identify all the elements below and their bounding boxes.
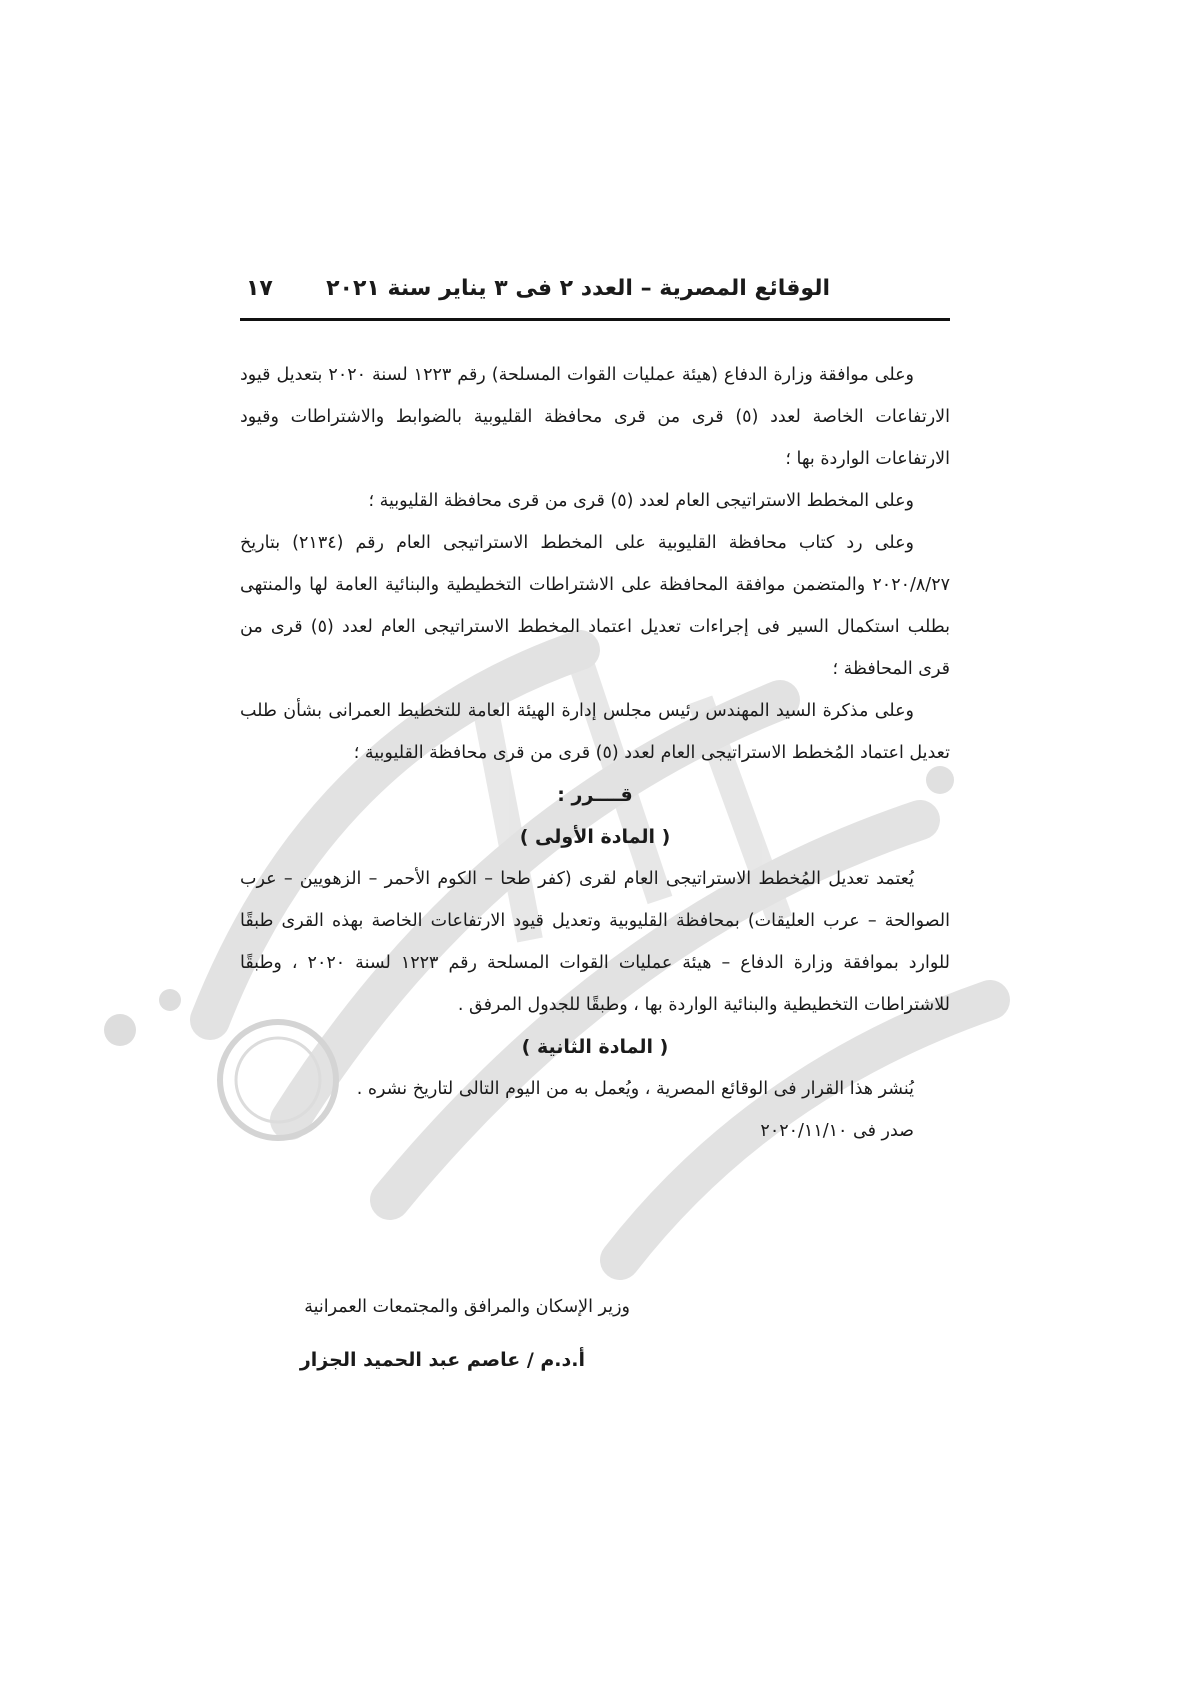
decree-body [240, 354, 950, 1152]
article-2-heading: ( المادة الثانية ) [521, 1036, 669, 1058]
gazette-issue-title: الوقائع المصرية – العدد ٢ فى ٣ يناير سنة ٢٠٢١ [326, 276, 830, 301]
issue-date: صدر فى ٢٠٢٠/١١/١٠ [760, 1121, 914, 1141]
article-1-text: يُعتمد تعديل المُخطط الاستراتيجى العام لقرى (كفر طحا – الكوم الأحمر – الزهويين – عرب الصوالحة – عرب العليقات) بمحافظة القليوبية وتعديل قيود الارتفاعات الخاصة بهذه القرى طبقًا للوارد بموافقة وزارة الدفاع – هيئة عمليات القوات المسلحة رقم ١٢٢٣ لسنة ٢٠٢٠ ، وطبقًا للاشتراطات التخطيطية والبنائية الواردة بها ، وطبقًا للجدول المرفق . [240, 869, 951, 1015]
page-number: ١٧ [246, 276, 273, 301]
article-1-heading: ( المادة الأولى ) [519, 826, 671, 848]
minister-name: أ.د.م / عاصم عبد الحميد الجزار [299, 1349, 585, 1371]
decision-heading: قــــرر : [557, 784, 633, 806]
paragraph-strategic-plan: وعلى المخطط الاستراتيجى العام لعدد (٥) قرى من قرى محافظة القليوبية ؛ [368, 491, 914, 511]
paragraph-governorate-letter: وعلى رد كتاب محافظة القليوبية على المخطط الاستراتيجى العام رقم (٢١٣٤) بتاريخ ٢٠٢٠/٨/٢٧ والمتضمن موافقة المحافظة على الاشتراطات التخطيطية والبنائية العامة لها والمنتهى بطلب استكمال السير فى إجراءات تعديل اعتماد المخطط الاستراتيجى العام لعدد (٥) قرى من قرى المحافظة ؛ [240, 533, 951, 679]
article-2-text: يُنشر هذا القرار فى الوقائع المصرية ، ويُعمل به من اليوم التالى لتاريخ نشره . [356, 1079, 914, 1099]
page-header [240, 274, 950, 321]
paragraph-engineer-memo: وعلى مذكرة السيد المهندس رئيس مجلس إدارة الهيئة العامة للتخطيط العمرانى بشأن طلب تعديل اعتماد المُخطط الاستراتيجى العام لعدد (٥) قرى من قرى محافظة القليوبية ؛ [240, 701, 950, 763]
minister-title: وزير الإسكان والمرافق والمجتمعات العمرانية [304, 1297, 630, 1317]
paragraph-defense-approval: وعلى موافقة وزارة الدفاع (هيئة عمليات القوات المسلحة) رقم ١٢٢٣ لسنة ٢٠٢٠ بتعديل قيود الارتفاعات الخاصة لعدد (٥) قرى من قرى محافظة القليوبية بالضوابط والاشتراطات وقيود الارتفاعات الواردة بها ؛ [240, 365, 951, 469]
